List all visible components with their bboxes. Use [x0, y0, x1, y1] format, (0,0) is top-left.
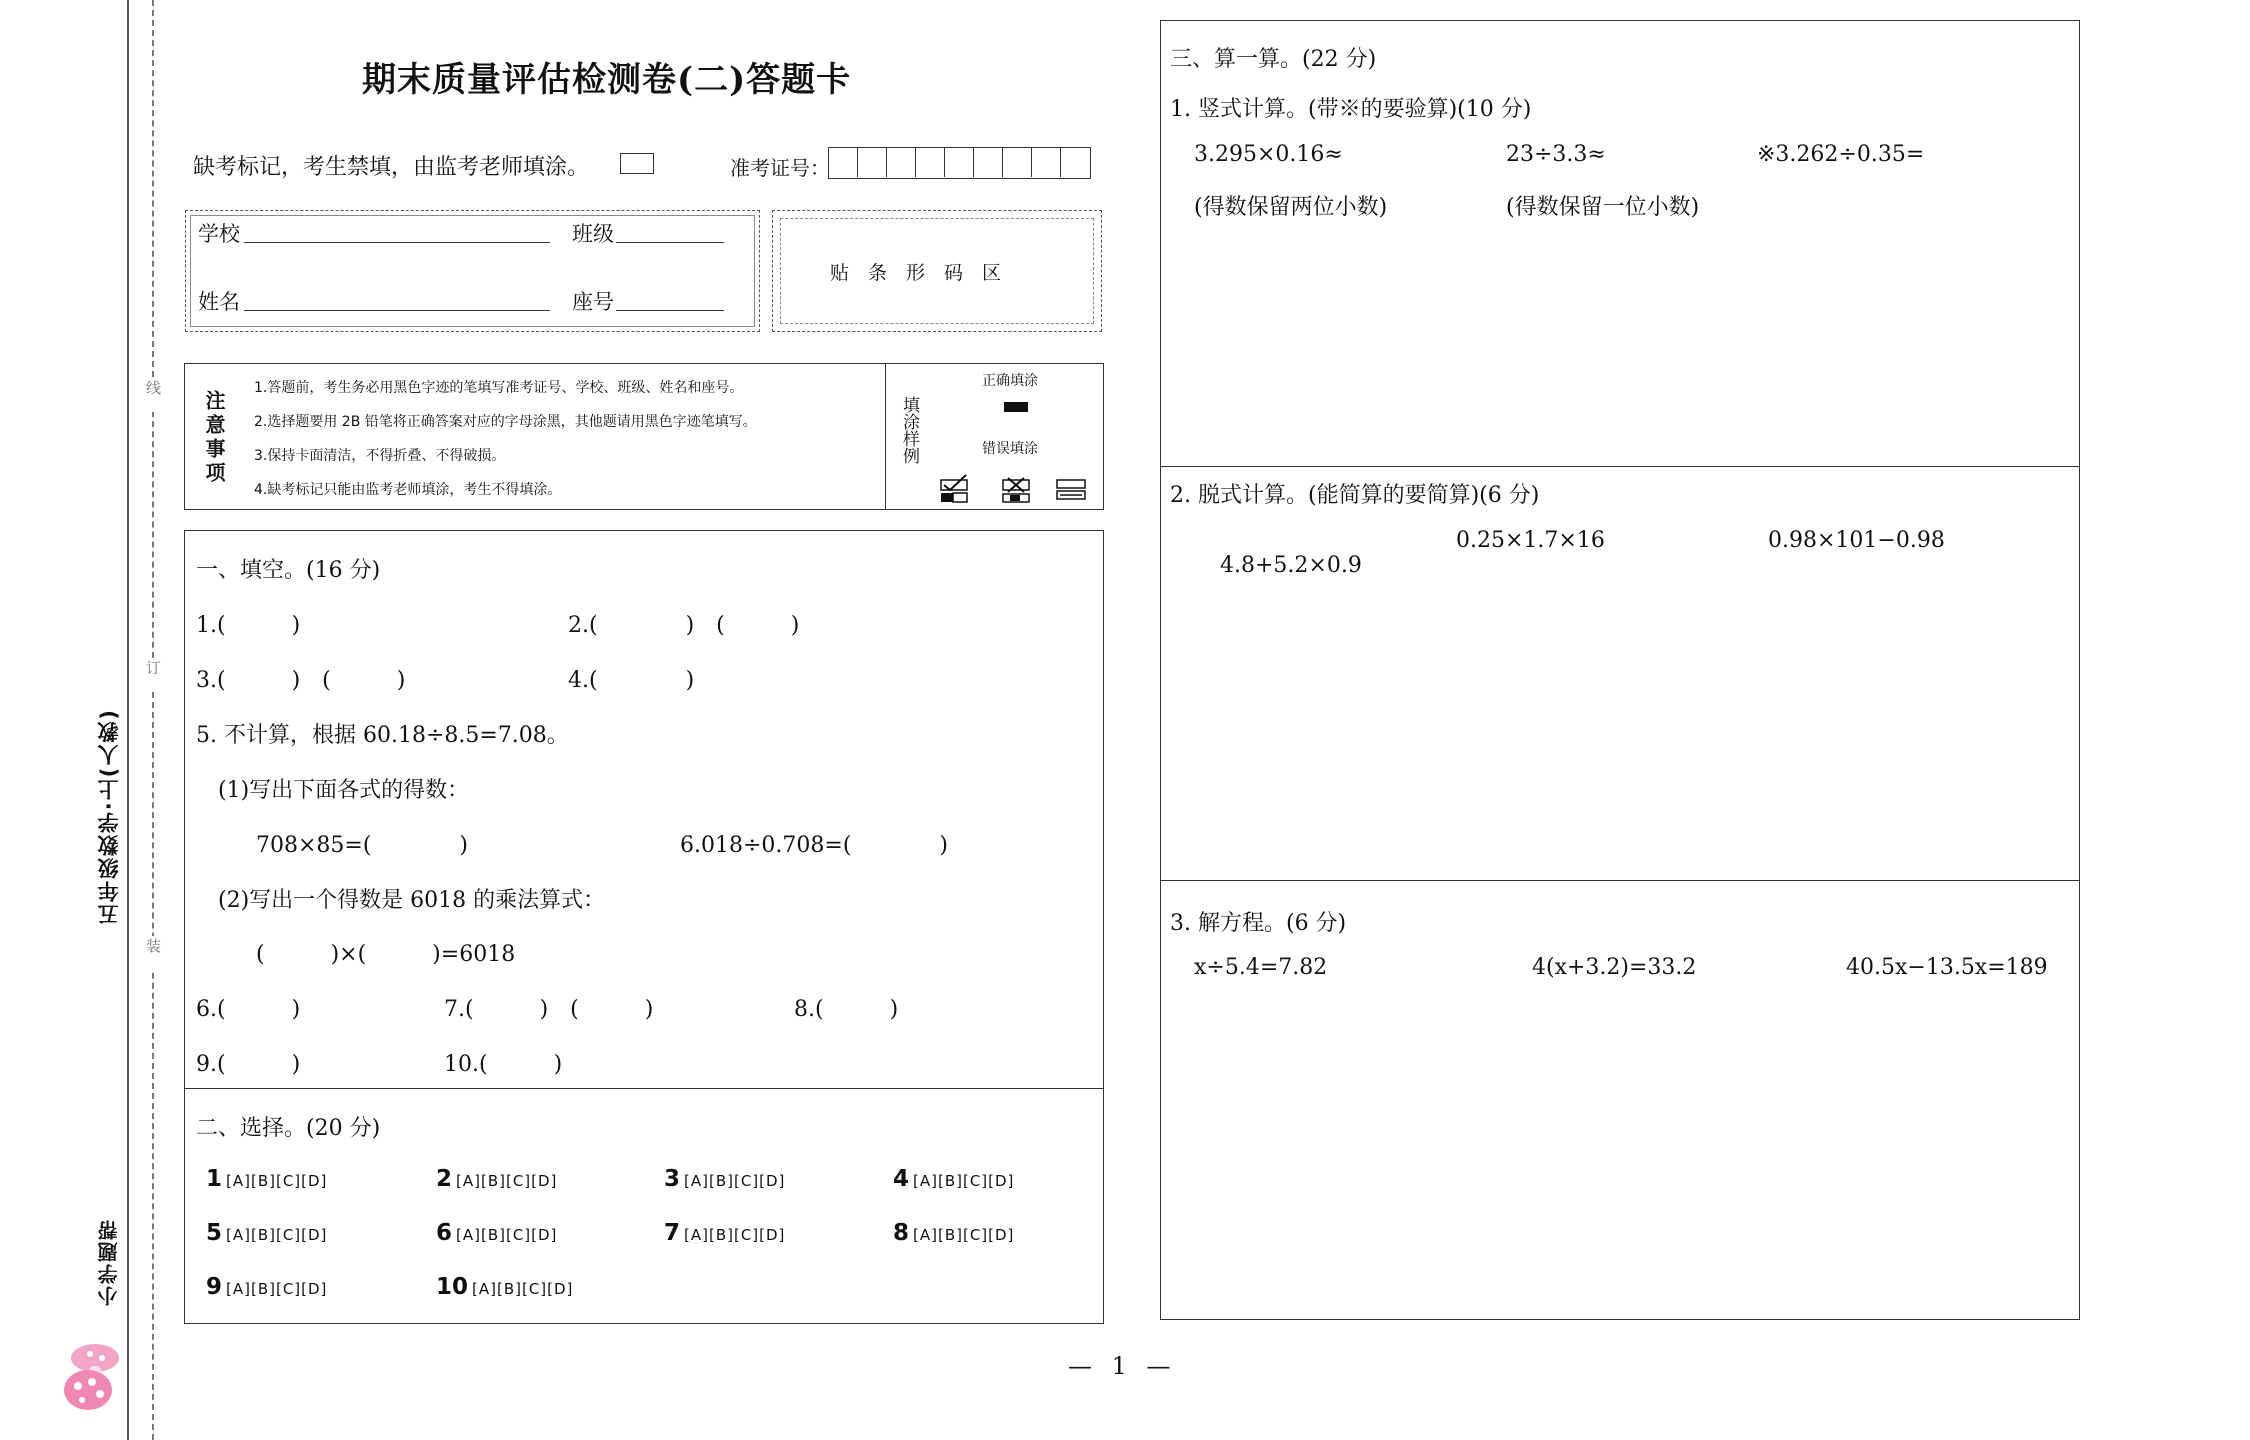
page-number: — 1 —: [1068, 1352, 1177, 1380]
vertical-calc-title: 1. 竖式计算。(带※的要验算)(10 分): [1170, 97, 1532, 122]
part3-s1-s2-divider: [1160, 466, 2080, 467]
school-label: 学校: [198, 222, 240, 246]
absent-checkbox[interactable]: [620, 153, 654, 174]
choice-number: 3: [664, 1166, 681, 1192]
vertical-calc-note-2: (得数保留一位小数): [1506, 195, 1700, 220]
fill-q8[interactable]: 8.( ): [794, 997, 899, 1022]
absent-label: 缺考标记，考生禁填，由监考老师填涂。: [193, 155, 590, 180]
cut-mark-ding-text: 订: [144, 660, 162, 677]
equation-expr-2: 4(x+3.2)=33.2: [1532, 955, 1697, 980]
part1-part2-divider: [184, 1088, 1104, 1089]
choice-number: 1: [206, 1166, 223, 1192]
cut-mark-xian-text: 线: [144, 380, 162, 397]
stepwise-calc-expr-3: 0.98×101−0.98: [1768, 528, 1945, 553]
notice-item-3: 3.保持卡面清洁，不得折叠、不得破损。: [254, 448, 506, 464]
name-label: 姓名: [198, 290, 240, 314]
stepwise-calc-expr-2: 0.25×1.7×16: [1456, 528, 1605, 553]
stepwise-calc-expr-1: 4.8+5.2×0.9: [1220, 553, 1362, 578]
binding-dashed-line: [152, 0, 154, 1440]
choice-row[interactable]: [664, 1220, 785, 1246]
choice-row[interactable]: [206, 1274, 327, 1300]
choice-row[interactable]: [206, 1220, 327, 1246]
choice-number: 8: [893, 1220, 910, 1246]
mushroom-logo-icon: [60, 1328, 130, 1418]
school-field[interactable]: [244, 242, 550, 243]
exam-id-cell[interactable]: [1003, 148, 1032, 177]
exam-id-grid[interactable]: [828, 147, 1091, 179]
choice-row[interactable]: [893, 1166, 1014, 1192]
stepwise-calc-title: 2. 脱式计算。(能简算的要简算)(6 分): [1170, 483, 1540, 508]
fill-q2[interactable]: 2.( ) ( ): [568, 613, 800, 638]
fill-q6[interactable]: 6.( ): [196, 997, 301, 1022]
choice-number: 2: [436, 1166, 453, 1192]
fill-q5-1a[interactable]: 708×85=( ): [256, 833, 469, 858]
correct-fill-mark: [1004, 402, 1028, 412]
notice-item-2: 2.选择题要用 2B 铅笔将正确答案对应的字母涂黑，其他题请用黑色字迹笔填写。: [254, 414, 757, 430]
notice-label: 注意事项: [202, 390, 226, 486]
stepwise-calc-answer-area[interactable]: [1170, 590, 2070, 870]
choice-options[interactable]: [A][B][C][D]: [684, 1172, 786, 1190]
fill-q3[interactable]: 3.( ) ( ): [196, 668, 406, 693]
choice-number: 10: [436, 1274, 469, 1300]
part1-header: 一、填空。(16 分): [196, 558, 381, 583]
exam-id-cell[interactable]: [887, 148, 916, 177]
fill-q4[interactable]: 4.( ): [568, 668, 695, 693]
fill-q5-2a[interactable]: ( )×( )=6018: [256, 942, 516, 967]
fill-q1[interactable]: 1.( ): [196, 613, 301, 638]
cut-mark-zhuang-text: 装: [144, 938, 162, 955]
notice-item-1: 1.答题前，考生务必用黑色字迹的笔填写准考证号、学校、班级、姓名和座号。: [254, 380, 744, 396]
fill-q7[interactable]: 7.( ) ( ): [444, 997, 654, 1022]
wrong-fill-check-icon: [940, 474, 970, 504]
choice-row[interactable]: [206, 1166, 327, 1192]
part3-s2-s3-divider: [1160, 880, 2080, 881]
choice-options[interactable]: [A][B][C][D]: [913, 1226, 1015, 1244]
choice-row[interactable]: [893, 1220, 1014, 1246]
choice-options[interactable]: [A][B][C][D]: [456, 1226, 558, 1244]
wrong-fill-cross-icon: [1002, 474, 1032, 504]
notice-divider: [885, 363, 886, 510]
exam-id-cell[interactable]: [974, 148, 1003, 177]
fill-q5: 5. 不计算，根据 60.18÷8.5=7.08。: [196, 723, 569, 748]
seat-field[interactable]: [616, 310, 724, 311]
choice-row[interactable]: [664, 1166, 785, 1192]
grade-label: 五年级数学·上(人教): [97, 708, 121, 926]
choice-row[interactable]: [436, 1220, 557, 1246]
choice-row[interactable]: [436, 1166, 557, 1192]
equation-expr-1: x÷5.4=7.82: [1194, 955, 1328, 980]
class-field[interactable]: [616, 242, 724, 243]
choice-options[interactable]: [A][B][C][D]: [684, 1226, 786, 1244]
fill-q5-1: (1)写出下面各式的得数：: [218, 778, 470, 803]
notice-item-4: 4.缺考标记只能由监考老师填涂，考生不得填涂。: [254, 482, 562, 498]
name-field[interactable]: [244, 310, 550, 311]
wrong-fill-label: 错误填涂: [982, 441, 1038, 457]
choice-options[interactable]: [A][B][C][D]: [472, 1280, 574, 1298]
choice-options[interactable]: [A][B][C][D]: [913, 1172, 1015, 1190]
vertical-calc-expr-1: 3.295×0.16≈: [1194, 142, 1343, 167]
page-title: 期末质量评估检测卷(二)答题卡: [362, 60, 852, 100]
fill-q10[interactable]: 10.( ): [444, 1052, 563, 1077]
brand-label: 小学题帮: [97, 1218, 121, 1306]
choice-number: 9: [206, 1274, 223, 1300]
seat-label: 座号: [572, 290, 614, 314]
fill-q5-1b[interactable]: 6.018÷0.708=( ): [680, 833, 948, 858]
choice-number: 4: [893, 1166, 910, 1192]
choice-options[interactable]: [A][B][C][D]: [226, 1280, 328, 1298]
fill-q9[interactable]: 9.( ): [196, 1052, 301, 1077]
choice-number: 6: [436, 1220, 453, 1246]
choice-options[interactable]: [A][B][C][D]: [456, 1172, 558, 1190]
choice-options[interactable]: [A][B][C][D]: [226, 1172, 328, 1190]
vertical-calc-expr-3: ※3.262÷0.35=: [1757, 142, 1925, 167]
fill-q5-2: (2)写出一个得数是 6018 的乘法算式：: [218, 888, 606, 913]
barcode-label: 贴 条 形 码 区: [830, 262, 1002, 284]
correct-fill-label: 正确填涂: [982, 373, 1038, 389]
vertical-calc-note-1: (得数保留两位小数): [1194, 195, 1388, 220]
class-label: 班级: [572, 222, 614, 246]
equation-expr-3: 40.5x−13.5x=189: [1846, 955, 2048, 980]
fill-sample-label: 填涂样例: [899, 396, 919, 464]
exam-id-cell[interactable]: [1061, 148, 1090, 177]
choice-options[interactable]: [A][B][C][D]: [226, 1226, 328, 1244]
exam-id-cell[interactable]: [945, 148, 974, 177]
wrong-fill-half-icon: [1056, 474, 1088, 504]
binding-solid-line: [127, 0, 129, 1440]
choice-number: 5: [206, 1220, 223, 1246]
exam-id-cell[interactable]: [1032, 148, 1061, 177]
left-answer-box: [184, 530, 1104, 1324]
exam-id-cell[interactable]: [829, 148, 858, 177]
choice-number: 7: [664, 1220, 681, 1246]
exam-id-cell[interactable]: [916, 148, 945, 177]
part3-header: 三、算一算。(22 分): [1170, 47, 1377, 72]
equation-answer-area[interactable]: [1170, 1000, 2070, 1310]
part2-header: 二、选择。(20 分): [196, 1116, 381, 1141]
vertical-calc-expr-2: 23÷3.3≈: [1506, 142, 1606, 167]
exam-id-cell[interactable]: [858, 148, 887, 177]
equation-title: 3. 解方程。(6 分): [1170, 911, 1347, 936]
choice-row[interactable]: [436, 1274, 573, 1300]
vertical-calc-answer-area[interactable]: [1170, 230, 2070, 460]
exam-id-label: 准考证号：: [730, 156, 830, 180]
